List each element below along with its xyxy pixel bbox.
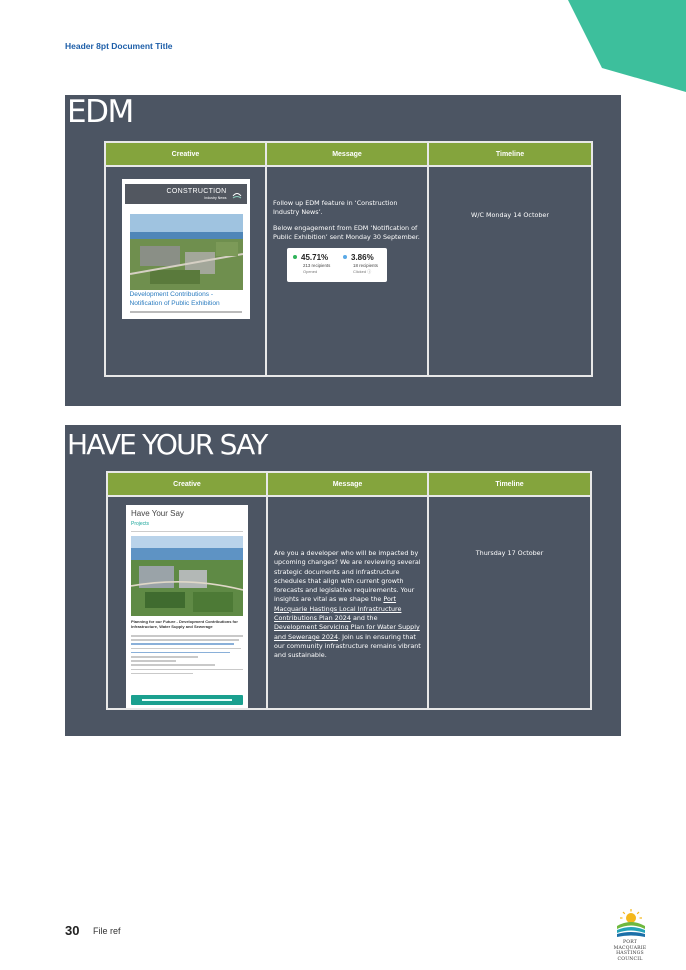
col-header-timeline: Timeline [428,472,591,496]
hys-page-body-placeholder [131,635,243,677]
divider [131,531,243,532]
edm-newsletter-thumbnail [122,179,250,319]
engagement-stats-card [287,248,387,282]
have-your-say-slide [65,425,621,736]
hys-creative-cell [107,496,267,709]
clicked-label: Clicked ⓘ [353,269,372,275]
corner-accent-shape [566,0,686,92]
opened-percent: 45.71% [301,253,329,263]
edm-slide [65,95,621,406]
newsletter-body-placeholder [130,311,242,313]
clicked-dot-icon [343,255,347,259]
contributions-plan-link[interactable]: Port Macquarie Hastings Local Infrastructure Contributions Plan 2024 [274,595,402,622]
council-logo-icon [614,909,648,939]
hys-message-text-3: . Join us in ensuring that our community infrastructure remains vibrant and sustainable. [274,632,421,660]
col-header-creative: Creative [107,472,267,496]
hys-message-text-1: Are you a developer who will be impacted by upcoming changes? We are reviewing several strategic documents and infrastructure schedules that align with current growth forecasts and legislative requirements. Your insights are vital as we shape the [274,549,421,604]
newsletter-date-placeholder [127,207,128,212]
newsletter-header-subtitle: Industry News [204,196,227,200]
newsletter-header-title: CONSTRUCTION [166,188,227,195]
edm-message-paragraph-1: Follow up EDM feature in ‘Construction Industry News’. [273,199,398,217]
edm-message-paragraph-2: Below engagement from EDM ‘Notification of Public Exhibition’ sent Monday 30 September. [273,223,420,241]
edm-slide-title: EDM [67,95,133,130]
col-header-message: Message [266,142,428,166]
have-your-say-table [106,471,592,710]
edm-message-cell [266,166,428,376]
council-logo-text [607,940,653,962]
have-your-say-page-thumbnail [126,505,248,708]
document-title: Header 8pt Document Title [65,41,173,51]
council-logo [607,909,653,962]
logo-line-1: PORT MACQUARIE [613,940,647,951]
clicked-count: 18 recipients [353,263,378,269]
page-number: 30 [65,923,80,938]
hys-timeline-cell: Thursday 17 October [428,496,591,709]
hys-page-headline: Planning for our Future - Development Contributions for Infrastructure, Water Supply and Sewerage [131,619,238,630]
col-header-message: Message [267,472,428,496]
hys-page-subtitle: Projects [131,521,150,527]
opened-dot-icon [293,255,297,259]
hys-page-title: Have Your Say [131,509,184,518]
hys-call-to-action-button [131,695,243,705]
opened-count: 213 recipients [303,263,331,269]
hys-message-cell [267,496,428,709]
file-ref: File ref [93,926,121,936]
edm-table [104,141,593,377]
col-header-timeline: Timeline [428,142,592,166]
servicing-plan-link[interactable]: Development Servicing Plan for Water Supply and Sewerage 2024 [274,623,420,641]
logo-line-2: HASTINGS COUNCIL [616,951,644,962]
council-logo-icon [232,189,242,199]
aerial-town-photo [131,536,243,616]
col-header-creative: Creative [105,142,266,166]
clicked-percent: 3.86% [351,253,374,263]
edm-timeline-cell: W/C Monday 14 October [428,166,592,376]
newsletter-header [125,184,247,204]
newsletter-headline: Development Contributions - Notification of Public Exhibition [129,291,220,307]
aerial-development-photo [130,214,243,290]
have-your-say-slide-title: HAVE YOUR SAY [67,428,267,461]
opened-label: Opened [303,269,318,275]
edm-creative-cell [105,166,266,376]
hys-message-text-2: and the [350,613,378,622]
